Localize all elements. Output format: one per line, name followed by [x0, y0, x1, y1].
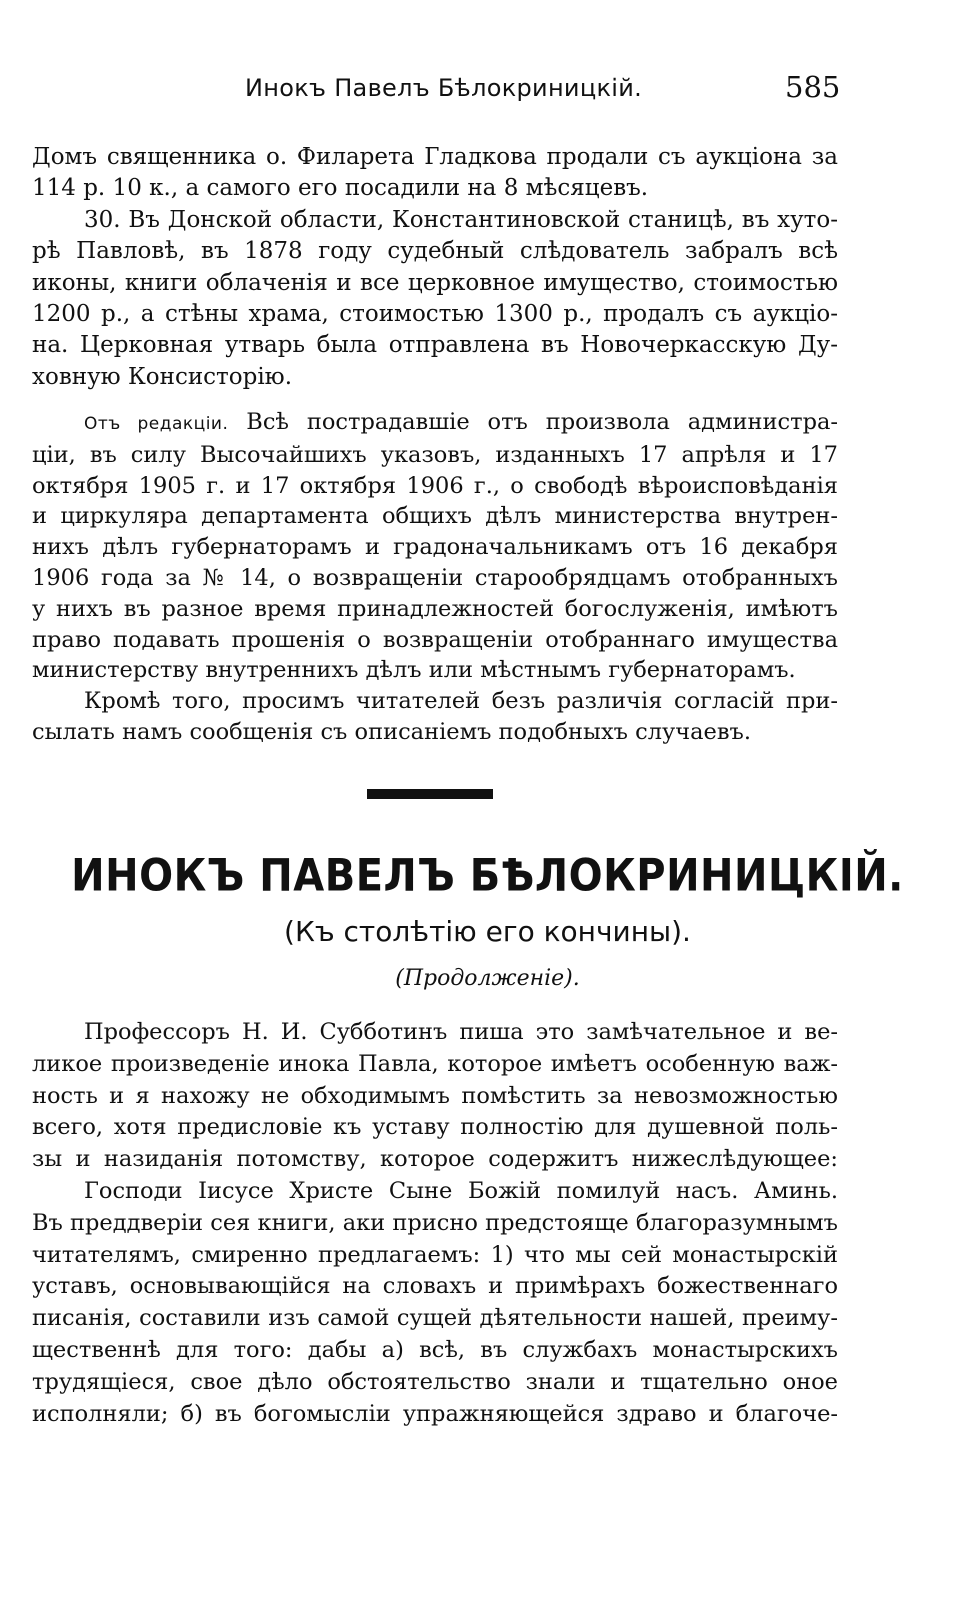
- text-line: Домъ священника о. Филарета Гладкова продали съ аукціона за: [32, 144, 838, 170]
- text-line: писанія, составили изъ самой сущей дѣятельности нашей, преиму-: [32, 1305, 838, 1332]
- text-line: право подавать прошенія о возвращеніи отобраннаго имущества: [32, 626, 838, 653]
- text-line: зы и назиданія потомству, которое содержитъ нижеслѣдующее:: [32, 1146, 838, 1173]
- text-line: рѣ Павловѣ, въ 1878 году судебный слѣдователь забралъ всѣ: [32, 238, 838, 265]
- text-line: щественнѣ для того: дабы а) всѣ, въ службахъ монастырскихъ: [32, 1336, 838, 1363]
- text-line: ціи, въ силу Высочайшихъ указовъ, изданныхъ 17 апрѣля и 17: [32, 441, 838, 468]
- text-line: 114 р. 10 к., а самого его посадили на 8 мѣсяцевъ.: [32, 175, 649, 202]
- text-line: министерству внутреннихъ дѣлъ или мѣстнымъ губернаторамъ.: [32, 657, 796, 684]
- text-line: Въ преддверіи сея книги, аки присно предстоящe благоразумнымъ: [32, 1209, 838, 1236]
- article-body: [32, 1017, 838, 1430]
- editor-label: Отъ редакціи.: [84, 414, 229, 434]
- text-line: у нихъ въ разное время принадлежностей богослуженія, имѣютъ: [32, 595, 838, 622]
- text-line: и циркуляра департамента общихъ дѣлъ министерства внутрен-: [32, 503, 838, 530]
- text-line: иконы, книги облаченія и все церковное имущество, стоимостью: [32, 269, 838, 296]
- text-block-parish-property: [32, 142, 838, 393]
- text-line: ликое произведеніе инока Павла, которое имѣетъ особенную важ-: [32, 1050, 838, 1077]
- text-line: на. Церковная утварь была отправлена въ Новочеркасскую Ду-: [32, 332, 838, 359]
- text-line: исполняли; б) въ богомысліи упражняющейся здраво и благоче-: [32, 1400, 838, 1427]
- text-line: сылать намъ сообщенія съ описаніемъ подобныхъ случаевъ.: [32, 718, 751, 745]
- text-line: октября 1905 г. и 17 октября 1906 г., о свободѣ вѣроисповѣданія: [32, 472, 838, 499]
- section-separator-rule: [367, 789, 493, 799]
- text-line: уставъ, основывающійся на словахъ и примѣрахъ божественнаго: [32, 1273, 838, 1300]
- text-line: ховную Консисторію.: [32, 363, 293, 390]
- text-line: трудящіеся, свое дѣло обстоятельство знали и тщательно оное: [32, 1368, 838, 1395]
- text-line: Профессоръ Н. И. Субботинъ пиша это замѣчательное и ве-: [84, 1019, 838, 1045]
- text-line: [32, 407, 838, 440]
- running-title: Инокъ Павелъ Бѣлокриницкій.: [245, 74, 643, 102]
- continuation-note: (Продолженіе).: [395, 966, 580, 991]
- text-line: 1906 года за № 14, о возвращеніи старообрядцамъ отобранныхъ: [32, 564, 838, 591]
- editorial-note: [32, 407, 838, 748]
- text-line: нихъ дѣлъ губернаторамъ и градоначальникамъ отъ 16 декабря: [32, 534, 838, 561]
- text-line: читателямъ, смиренно предлагаемъ: 1) что мы сей монастырскій: [32, 1241, 838, 1268]
- article-title: ИНОКЪ ПАВЕЛЪ БѢЛОКРИНИЦКІЙ.: [71, 850, 904, 902]
- text-line: ность и я нахожу не обходимымъ помѣстить за невозможностью: [32, 1082, 838, 1109]
- text-line: Господи Іисусе Христе Сыне Божій помилуй насъ. Аминь.: [84, 1177, 838, 1204]
- text-line-item-30: 30. Въ Донской области, Константиновской станицѣ, въ хуто-: [84, 206, 838, 233]
- editor-note-first-line: Всѣ пострадавшіе отъ произвола администра-: [246, 409, 838, 435]
- text-line: Кромѣ того, просимъ читателей безъ различія согласій при-: [84, 688, 838, 715]
- text-line: всего, хотя предисловіе къ уставу полностію для душевной поль-: [32, 1114, 838, 1141]
- page-number: 585: [785, 70, 841, 104]
- article-subtitle: (Къ столѣтію его кончины).: [284, 915, 691, 948]
- text-line: 1200 р., а стѣны храма, стоимостью 1300 р., продалъ съ аукціо-: [32, 301, 838, 328]
